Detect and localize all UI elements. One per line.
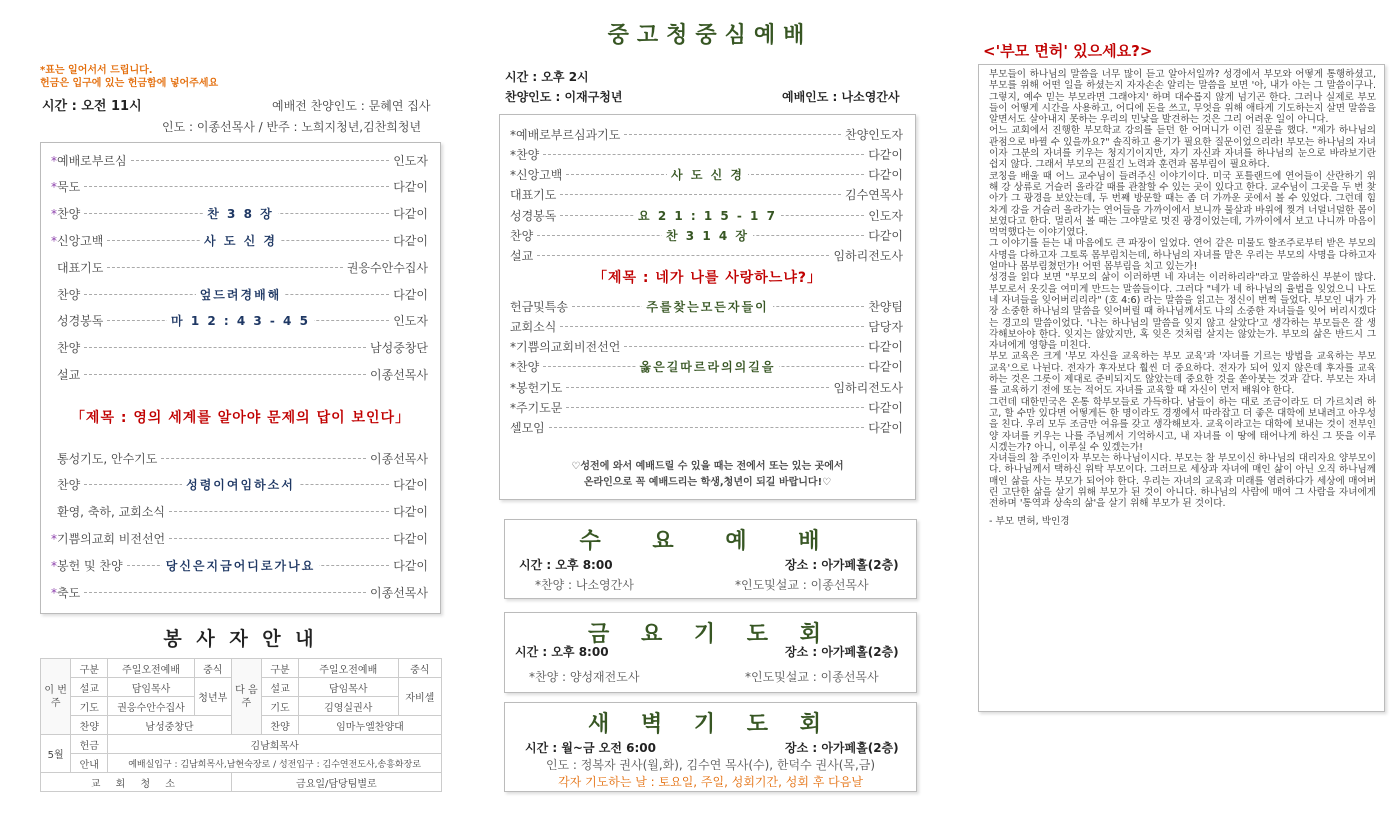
header-gubun: 구분: [71, 659, 108, 678]
cell: 설교: [71, 678, 108, 697]
order-row: [500, 245, 915, 267]
leader-dots: [84, 294, 389, 295]
order-label: [510, 227, 533, 244]
lunch-next: 자비셀: [398, 678, 441, 716]
leader-dots: [560, 194, 841, 195]
order-label: [510, 379, 562, 396]
leader-dots: [127, 565, 390, 566]
morning-time: 시간 : 오전 11시: [42, 99, 142, 114]
essay-paragraph: 코칭을 배울 때 어느 교수님이 들려주신 이야기이다. 미국 포틀랜드에 연어들이 산란하기 위해 강 상류로 거슬러 올라갈 때를 관찰할 수 있는 곳이 있다고 한다. 교수님이 그곳을 두 번 찾아가 그 광경을 보았는데, 두 번째 방문할 때는 좀 더 가까운 곳에서 볼 수 있었다. 그런데 힘차게 강을 거슬러 올라가는 연어들을 가까이에서 보니까 물살과 바위에 찢겨 너덜너덜한 몸이 보였다고 한다. 멀리서 볼 때는 그야말로 멋진 광경이었는데, 가까이에서 보고 나니까 마음이 먹먹했다는 이야기였다.: [989, 170, 1376, 239]
header-sunday: 주일오전예배: [108, 659, 195, 678]
star-mark: *: [51, 233, 57, 248]
order-label: [51, 178, 80, 195]
offering-label: 헌금: [71, 735, 108, 754]
order-label-text: 찬양: [510, 229, 534, 243]
order-right: 인도자: [868, 208, 903, 223]
order-label-text: 환영, 축하, 교회소식: [57, 505, 165, 520]
order-label-text: 찬양: [57, 341, 81, 356]
next-week-label: 다 음 주: [231, 659, 261, 735]
order-right: 김수연목사: [845, 188, 903, 203]
order-row: [500, 295, 915, 317]
order-row: [41, 447, 440, 469]
order-right: 다같이: [393, 180, 428, 195]
header-sunday: 주일오전예배: [298, 659, 398, 678]
leader-dots: [131, 160, 390, 161]
leader-dots: [107, 240, 389, 241]
friday-box: [504, 612, 917, 693]
order-right: 권응수안수집사: [346, 260, 428, 275]
order-label-text: 교회소식: [510, 319, 557, 334]
order-label-text: *기쁨의교회비전선언: [510, 340, 621, 355]
order-middle: 당신은지금어디로가나요: [41, 557, 440, 574]
order-label: [510, 186, 556, 203]
order-label-text: 셀모임: [510, 421, 545, 436]
wednesday-praise: *찬양 : 나소영간사: [535, 578, 634, 592]
order-row: [41, 363, 440, 385]
praise-leader: 예배전 찬양인도 : 문혜연 집사: [272, 99, 431, 113]
essay-paragraph: 그런데 대한민국은 온통 학부모들로 가득하다. 남들이 하는 대로 조금이라도 더 가르치려 하고, 할 수만 있다면 어떻게든 한 명이라도 경쟁에서 따라잡고 더 좋은 대학에 보내려고 아우성을 친다. 우리 모두 조금만 여유를 갖고 생각해보자. 교육이라고는 대학에 보내는 것이 전부인 양 자녀를 키우는 나를 주님께서 기억하시고, 내 자녀를 이 땅에 태어나게 하신 그 뜻을 이루시겠는가? 아니, 이루실 수 있겠는가!: [989, 396, 1376, 453]
guide-label: 안내: [71, 754, 108, 773]
order-middle: 찬 3 1 4 장: [500, 227, 915, 244]
order-label: [51, 286, 80, 303]
order-label: [51, 584, 80, 601]
order-label-text: *찬양: [510, 147, 540, 162]
cell: 임마누엘찬양대: [298, 716, 441, 735]
order-row: [41, 554, 440, 576]
leader-dots: [161, 458, 366, 459]
order-label: [51, 232, 103, 249]
order-right: 담당자: [868, 319, 903, 334]
closing-line-2: 온라인으로 꼭 예배드리는 학생,청년이 되길 바랍니다!♡: [583, 477, 832, 488]
wednesday-box: [504, 519, 917, 599]
order-middle: 사 도 신 경: [41, 232, 440, 249]
order-label: [51, 476, 80, 493]
youth-sermon-title: 「제목 : 네가 나를 사랑하느냐?」: [593, 270, 822, 286]
order-label-text: *주기도문: [510, 401, 563, 415]
order-row: [500, 417, 915, 439]
order-right: 남성중창단: [370, 341, 428, 356]
dawn-title: 새 벽 기 도 회: [588, 712, 833, 737]
order-label-text: 봉헌 및 찬양: [57, 558, 123, 573]
order-row: [500, 143, 915, 165]
order-row: [500, 225, 915, 247]
leader-dots: [537, 255, 829, 256]
youth-order-box: [499, 114, 916, 500]
order-middle: 주를찾는모든자들이: [500, 298, 915, 315]
order-right: 다같이: [868, 360, 903, 375]
order-row: [500, 164, 915, 186]
order-label: [510, 318, 556, 335]
header-lunch: 중식: [398, 659, 441, 678]
wednesday-title: 수 요 예 배: [579, 529, 842, 554]
order-middle: 마 1 2 : 4 3 - 4 5: [41, 312, 440, 329]
order-row: [500, 184, 915, 206]
order-right: 임하리전도사: [833, 380, 903, 395]
order-row: [500, 397, 915, 419]
cell: 찬양: [71, 716, 108, 735]
leader-dots: [84, 484, 389, 485]
order-right: 인도자: [393, 153, 428, 168]
order-label: [510, 126, 620, 143]
closing-line-1: ♡성전에 와서 예배드릴 수 있을 때는 전에서 또는 있는 곳에서: [571, 461, 844, 472]
order-label-text: 찬양: [57, 207, 81, 222]
order-right: 다같이: [868, 168, 903, 183]
essay-box: [978, 64, 1385, 712]
order-label: [510, 166, 562, 183]
dawn-note: 각자 기도하는 날 : 토요일, 주일, 성회기간, 성회 후 다음날: [558, 775, 863, 789]
order-row: [500, 336, 915, 358]
order-right: 다같이: [393, 558, 428, 573]
essay-title: <'부모 면허' 있으세요?>: [983, 42, 1153, 60]
order-row: [41, 501, 440, 523]
order-middle: 엎드려경배해: [41, 286, 440, 303]
order-label: [510, 207, 556, 224]
dawn-leaders: 인도 : 정복자 권사(월,화), 김수연 목사(수), 한덕수 권사(목,금): [545, 758, 876, 772]
leader-dots: [560, 215, 864, 216]
order-row: [500, 356, 915, 378]
order-label: [51, 530, 165, 547]
leader-dots: [84, 374, 366, 375]
youth-praise: 찬양인도 : 이재구청년: [505, 90, 623, 104]
friday-leader: *인도및설교 : 이종선목사: [745, 670, 879, 684]
order-right: 다같이: [393, 287, 428, 302]
order-row: [41, 337, 440, 359]
order-row: [41, 474, 440, 496]
leader-dots: [566, 407, 864, 408]
order-label: [510, 399, 562, 416]
order-row: [500, 376, 915, 398]
order-label-text: 통성기도, 안수기도: [57, 451, 158, 466]
order-label: [51, 152, 127, 169]
order-row: [500, 315, 915, 337]
order-label: [510, 358, 539, 375]
order-row: [41, 283, 440, 305]
order-label-text: 대표기도: [510, 188, 557, 203]
order-label: [51, 503, 165, 520]
wednesday-time: 시간 : 오후 8:00: [519, 558, 613, 572]
cell: 담임목사: [108, 678, 195, 697]
order-label: [51, 312, 103, 329]
leader-dots: [84, 592, 366, 593]
dawn-time: 시간 : 월~금 오전 6:00: [525, 741, 656, 755]
order-label: [510, 146, 539, 163]
essay-paragraph: 어느 교회에서 진행한 부모학교 강의를 듣던 한 어머니가 이런 질문을 했다. "제가 하나님의 관점으로 바뀔 수 있을까요?" 솔직하고 용기가 필요한 질문이었으리라! 부모는 하나님의 자녀이자 그분의 자녀를 키우는 청지기이지만, 자기 자신과 자녀를 하나님의 눈으로 바라보기란 쉽지 않다. 그래서 부모의 끈질긴 노력과 훈련과 몸부림이 필요하다.: [989, 125, 1376, 171]
order-row: [41, 149, 440, 171]
dawn-place: 장소 : 아가페홀(2층): [785, 741, 899, 755]
leader-dots: [169, 511, 389, 512]
order-label-text: *찬양: [510, 360, 540, 375]
this-week-label: 이 번 주: [41, 659, 71, 735]
order-label-text: *봉헌기도: [510, 380, 563, 395]
friday-praise: *찬양 : 양성재전도사: [529, 670, 640, 684]
cell: 찬양: [262, 716, 299, 735]
lunch-this: 청년부: [194, 678, 231, 716]
leader-dots: [566, 174, 864, 175]
order-row: [500, 123, 915, 145]
morning-sermon-title: 「제목 : 영의 세계를 알아야 문제의 답이 보인다」: [70, 410, 411, 426]
order-label-text: 대표기도: [57, 260, 104, 275]
order-label: [510, 338, 620, 355]
essay-paragraph: 부모들이 하나님의 말씀을 너무 많이 듣고 알아서일까? 성경에서 부모와 어떻게 통행하셨고, 부모를 위해 어떤 일을 하셨는지 자자손손 알리는 말씀을 보면 '아, 내가 아는 그 말씀이구나. 그렇지, 예수 믿는 부모라면 그래야지' 하며 대수롭지 않게 넘기곤 한다. 그러나 실제로 부모들이 어떻게 시간을 사용하고, 어디에 돈을 쓰고, 무엇을 위해 애타게 기도하는지 살면 말씀을 알면서도 살아내지 못하는 우리의 민낯을 발견하는 것은 그리 어려운 일이 아니다.: [989, 69, 1376, 126]
order-middle: 찬 3 8 장: [41, 205, 440, 222]
order-right: 인도자: [393, 314, 428, 329]
order-right: 다같이: [393, 505, 428, 520]
cell: 김영실권사: [298, 697, 398, 716]
volunteer-title: 봉 사 자 안 내: [163, 628, 318, 650]
essay-paragraph: 성경을 읽다 보면 "부모의 삶이 이러하면 네 자녀는 이러하리라"라고 말씀하신 부분이 많다. 부모로서 옷깃을 여미게 만드는 말씀들이다. 그러다 "네가 네 하나님의 율법을 잊었으니 나도 네 자녀들을 잊어버리리라" (호 4:6) 라는 말씀을 읽고는 정신이 번쩍 들었다. 부모인 내가 가장 소중한 하나님의 말씀을 잊어버릴 때 하나님께서도 나의 소중한 자녀들을 잊어 버리시겠다는 경고의 말씀이었다. '나는 하나님의 말씀을 잊지 않고 살았다'고 생각하는 부모들은 잘 생각해보아야 한다. 잊지는 않았지만, 혹 잊은 것처럼 살지는 않았는가. 부모의 삶은 반드시 그 자녀에게 영향을 미친다.: [989, 272, 1376, 352]
order-row: [41, 310, 440, 332]
guide-value: 예배실입구 : 김남희목사,남현숙장로 / 성전입구 : 김수연전도사,송흥화장로: [108, 754, 442, 773]
youth-service-title: 중고청중심예배: [607, 23, 813, 48]
order-right: 다같이: [868, 229, 903, 243]
volunteer-table: [40, 658, 442, 792]
leader-dots: [543, 366, 864, 367]
order-label-text: 예배로부르심: [57, 153, 127, 168]
order-row: [41, 176, 440, 198]
cell: 권응수안수집사: [108, 697, 195, 716]
essay-byline: - 부모 면허, 박인경: [989, 515, 1070, 527]
cell: 설교: [262, 678, 299, 697]
order-row: [500, 204, 915, 226]
leader-dots: [549, 427, 864, 428]
order-right: 다같이: [393, 233, 428, 248]
order-right: 다같이: [393, 478, 428, 493]
order-label-text: *예배로부르심과기도: [510, 127, 621, 142]
friday-time: 시간 : 오후 8:00: [515, 645, 609, 659]
order-label: [51, 557, 123, 574]
order-label-text: *신앙고백: [510, 168, 563, 183]
leader-dots: [624, 346, 864, 347]
essay-body: [989, 69, 1376, 510]
cell: 남성중창단: [108, 716, 232, 735]
order-right: 다같이: [868, 421, 903, 436]
order-right: 찬양인도자: [845, 127, 903, 142]
order-label: [51, 205, 80, 222]
order-middle: 요 2 1 : 1 5 - 1 7: [500, 207, 915, 224]
order-label: [510, 247, 533, 264]
leader-dots: [84, 186, 389, 187]
order-middle: 사 도 신 경: [500, 166, 915, 183]
leader-dots: [537, 235, 864, 236]
header-lunch: 중식: [194, 659, 231, 678]
order-right: 다같이: [393, 531, 428, 546]
order-label-text: 성경봉독: [57, 314, 104, 329]
order-label: [51, 450, 157, 467]
star-mark: *: [51, 153, 57, 168]
order-row: [41, 229, 440, 251]
order-right: 이종선목사: [370, 451, 428, 466]
order-label: [51, 339, 80, 356]
order-label: [51, 259, 103, 276]
order-label-text: 기쁨의교회 비전선언: [57, 531, 166, 546]
offering-note: 헌금은 입구에 있는 헌금함에 넣어주세요: [40, 78, 219, 89]
order-label: [510, 419, 545, 436]
order-right: 찬양팀: [868, 299, 903, 314]
star-mark: *: [51, 558, 57, 573]
order-label: [51, 366, 80, 383]
cell: 기도: [262, 697, 299, 716]
star-mark: *: [51, 180, 57, 195]
service-leaders: 인도 : 이종선목사 / 반주 : 노희지청년,김찬희청년: [162, 120, 422, 134]
order-row: [41, 527, 440, 549]
leader-dots: [169, 538, 389, 539]
wednesday-leader: *인도및설교 : 이종선목사: [735, 578, 869, 592]
order-label-text: 설교: [57, 367, 81, 382]
wednesday-place: 장소 : 아가페홀(2층): [785, 558, 899, 572]
leader-dots: [572, 306, 864, 307]
essay-paragraph: 부모 교육은 크게 '부모 자신을 교육하는 부모 교육'과 '자녀를 기르는 방법을 교육하는 부모 교육'으로 나뉜다. 전자가 후자보다 훨씬 더 중요하다. 전자가 되어 있지 않은데 후자를 교육하는 것은 그릇이 제대로 준비되지도 않았는데 중요한 것을 쏟아붓는 것과 같다. 부모는 자녀를 교육하기 전에 또는 적어도 자녀를 교육할 때 자신이 먼저 배워야 한다.: [989, 351, 1376, 397]
star-mark: *: [51, 531, 57, 546]
cleaning-label: 교 회 청 소: [41, 773, 232, 792]
essay-paragraph: 그 이야기를 듣는 내 마음에도 큰 파장이 일었다. 연어 같은 미물도 할조주로부터 받은 부모의 사명을 다하고자 그토록 몸부림치는데, 하나님의 자녀를 맡은 우리는 부모의 사명을 다하고자 얼마나 몸부림쳤던가! 어떤 몸부림을 치고 있는가!: [989, 238, 1376, 273]
star-mark: *: [51, 207, 57, 222]
leader-dots: [560, 326, 864, 327]
leader-dots: [624, 134, 841, 135]
cell: 담임목사: [298, 678, 398, 697]
order-label: [510, 298, 568, 315]
order-row: [41, 581, 440, 603]
youth-worship-leader: 예배인도 : 나소영간사: [782, 90, 900, 104]
leader-dots: [84, 213, 389, 214]
star-mark: *: [51, 585, 57, 600]
order-right: 이종선목사: [370, 585, 428, 600]
order-label-text: 성경봉독: [510, 208, 557, 223]
order-row: [41, 203, 440, 225]
order-right: 다같이: [868, 401, 903, 415]
leader-dots: [107, 267, 342, 268]
morning-order-box: [40, 142, 441, 614]
order-label-text: 헌금및특송: [510, 299, 568, 314]
order-label-text: 축도: [57, 585, 81, 600]
order-middle: 성령이여임하소서: [41, 476, 440, 493]
leader-dots: [84, 347, 366, 348]
order-middle: 옳은길따르라의의길을: [500, 358, 915, 375]
standing-note: *표는 일어서서 드립니다.: [40, 65, 153, 76]
friday-place: 장소 : 아가페홀(2층): [785, 645, 899, 659]
order-right: 이종선목사: [370, 367, 428, 382]
header-gubun: 구분: [262, 659, 299, 678]
order-label-text: 묵도: [57, 180, 81, 195]
order-label-text: 신앙고백: [57, 233, 104, 248]
youth-time: 시간 : 오후 2시: [505, 70, 589, 84]
essay-paragraph: 자녀들의 참 주인이자 부모는 하나님이시다. 부모는 참 부모이신 하나님의 대리자요 양부모이다. 하나님께서 택하신 위탁 부모이다. 그러므로 세상과 자녀에 매인 삶이 아닌 오직 하나님께 매인 삶을 사는 부모가 되어야 한다. 우리는 자녀의 교육과 미래를 염려하다가 세상에 매여버린 고단한 삶을 살기 위해 부모가 된 것이 아니다. 하나님의 사람에 매여 그 사람을 자녀에게 전하며 '통역과 상속의 삶'을 살기 위해 부모가 된 것이다.: [989, 453, 1376, 510]
order-right: 임하리전도사: [833, 249, 903, 264]
order-right: 다같이: [868, 147, 903, 162]
cell: 기도: [71, 697, 108, 716]
order-label-text: 찬양: [57, 478, 81, 493]
dawn-box: [504, 702, 917, 792]
leader-dots: [543, 154, 864, 155]
offering-value: 김남희목사: [108, 735, 442, 754]
leader-dots: [566, 387, 829, 388]
friday-title: 금 요 기 도 회: [588, 622, 833, 647]
order-label-text: 설교: [510, 249, 534, 264]
cleaning-value: 금요일/담당팀별로: [231, 773, 441, 792]
order-label-text: 찬양: [57, 287, 81, 302]
order-right: 다같이: [868, 340, 903, 355]
order-right: 다같이: [393, 207, 428, 222]
order-row: [41, 256, 440, 278]
leader-dots: [107, 320, 389, 321]
month-cell: 5월: [41, 735, 71, 773]
